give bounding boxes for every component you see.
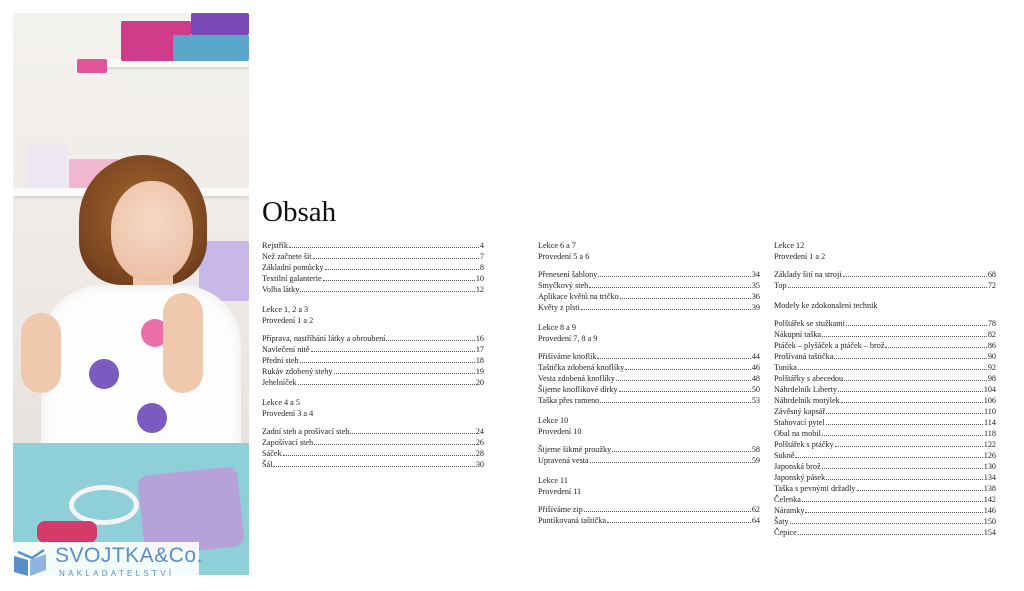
entry-title: Prošívaná taštička [774,352,834,361]
page-number: 28 [475,449,484,458]
dot-leader [826,413,983,414]
section-heading: Lekce 4 a 5 [262,398,300,407]
page-number: 59 [751,456,760,465]
page-number: 39 [751,303,760,312]
page-number: 68 [987,270,996,279]
dot-leader [798,534,983,535]
page-number: 36 [751,292,760,301]
page-number: 46 [751,363,760,372]
page-number: 48 [751,374,760,383]
entry-title: Rejstřík [262,241,288,250]
page-number: 122 [983,440,996,449]
section-heading: Provedení 1 a 2 [774,252,826,261]
entry-title: Šijeme šikmé proužky [538,445,612,454]
entry-title: Šijeme knoflíkové dírky [538,385,618,394]
entry-title: Taška s pevnými držadly [774,484,856,493]
toc-section [774,240,996,291]
dot-leader [620,298,751,299]
toc-entry[interactable] [774,516,996,527]
toc-entry[interactable] [774,483,996,494]
page-number: 16 [475,334,484,343]
toc-entry[interactable] [774,450,996,461]
section-heading: Lekce 10 [538,416,569,425]
entry-title: Rukáv zdobený stehy [262,367,333,376]
page-number: 90 [987,352,996,361]
dot-leader [822,468,983,469]
entry-title: Textilní galanterie [262,274,322,283]
toc-entry[interactable] [774,395,996,406]
section-heading: Provedení 10 [538,427,582,436]
dot-leader [598,276,750,277]
left-hand [21,313,61,393]
page-number: 62 [751,505,760,514]
dot-leader [607,522,751,523]
dot-leader [612,451,751,452]
toc-entry[interactable] [774,340,996,351]
birdhouse [27,143,67,188]
page-number: 72 [987,281,996,290]
entry-title: Navlečení nitě [262,345,310,354]
dot-leader [600,402,751,403]
entry-title: Smyčkový steh [538,281,589,290]
page-number: 50 [751,385,760,394]
toc-entry[interactable] [774,318,996,329]
dot-leader [885,347,986,348]
entry-title: Polštářky s abecedou [774,374,844,383]
page-number: 118 [984,429,996,438]
dot-leader [822,435,983,436]
entry-title: Japonská brož [774,462,821,471]
purple-flower [137,403,167,433]
page-number: 126 [983,451,996,460]
toc-column [774,240,996,547]
entry-title: Šaty [774,517,789,526]
page-number: 10 [475,274,484,283]
page-number: 64 [751,516,760,525]
toc-entry[interactable] [774,494,996,505]
page-number: 130 [983,462,996,471]
entry-title: Přišíváme zip [538,505,583,514]
toc-section [538,475,760,526]
dot-leader [597,358,750,359]
page-number: 154 [983,528,996,537]
dot-leader [857,490,983,491]
entry-title: Zadní steh a prošívací steh [262,427,350,436]
entry-title: Jehelníček [262,378,297,387]
dot-leader [838,391,983,392]
page-number: 17 [475,345,484,354]
section-heading: Lekce 8 a 9 [538,323,576,332]
dot-leader [834,358,986,359]
dot-leader [788,287,987,288]
toc-section [262,397,484,470]
page-number: 82 [987,330,996,339]
toc-entry[interactable] [262,344,484,355]
toc-entry[interactable] [774,269,996,280]
toc-entry[interactable] [774,280,996,291]
dot-leader [386,340,474,341]
entry-title: Čepice [774,528,797,537]
page-number: 150 [983,517,996,526]
dot-leader [846,325,987,326]
page-number: 18 [475,356,484,365]
section-heading: Provedení 11 [538,487,582,496]
entry-title: Ptáček – plyšáček a ptáček – brož [774,341,885,350]
toc-entry[interactable] [262,262,484,273]
toc-entry[interactable] [262,355,484,366]
dot-leader [843,276,987,277]
entry-title: Polštářek s ptáčky [774,440,834,449]
toc-entry[interactable] [262,448,484,459]
entry-title: Upravená vesta [538,456,589,465]
toc-entry[interactable] [774,439,996,450]
dot-leader [313,258,479,259]
entry-title: Obal na mobil [774,429,821,438]
page-number: 30 [475,460,484,469]
dot-leader [581,309,751,310]
section-heading: Provedení 3 a 4 [262,409,314,418]
dot-leader [325,269,479,270]
dot-leader [300,362,475,363]
entry-title: Sáček [262,449,282,458]
dot-leader [802,501,983,502]
page-number: 8 [479,263,484,272]
page-number: 86 [987,341,996,350]
toc-section [262,240,484,295]
publisher-subtitle: NAKLADATELSTVÍ [59,569,175,578]
entry-title: Přenesení šablony [538,270,598,279]
entry-title: Čelenka [774,495,801,504]
entry-title: Volba látky [262,285,300,294]
dot-leader [795,457,982,458]
entry-title: Aplikace květů na tričko [538,292,619,301]
entry-title: Květy z plsti [538,303,580,312]
page-number: 26 [475,438,484,447]
dot-leader [323,280,475,281]
toc-entry[interactable] [262,366,484,377]
dot-leader [298,384,475,385]
dot-leader [790,523,983,524]
dot-leader [283,455,475,456]
entry-title: Základní pomůcky [262,263,324,272]
page-number: 98 [987,374,996,383]
page-number: 110 [984,407,996,416]
entry-title: Tunika [774,363,797,372]
page-number: 138 [983,484,996,493]
section-heading: Provedení 1 a 2 [262,316,314,325]
entry-title: Japonský pásek [774,473,826,482]
entry-title: Náhrdelník motýlek [774,396,840,405]
entry-title: Vesta zdobená knoflíky [538,374,615,383]
dot-leader [616,380,751,381]
pincushion [37,521,97,543]
entry-title: Základy šití na stroji [774,270,842,279]
toc-section [538,415,760,466]
toc-entry[interactable] [538,362,760,373]
toc-entry[interactable] [774,472,996,483]
book-icon [12,548,48,578]
toc-entry[interactable] [774,362,996,373]
dot-leader [625,369,751,370]
page-number: 58 [751,445,760,454]
toc-entry[interactable] [774,417,996,428]
toc-entry[interactable] [774,406,996,417]
toc-entry[interactable] [774,428,996,439]
entry-title: Taštička zdobená knoflíky [538,363,625,372]
toc-entry[interactable] [538,291,760,302]
entry-title: Sukně [774,451,795,460]
section-heading: Lekce 12 [774,241,805,250]
dot-leader [300,291,474,292]
toc-column [262,240,484,479]
page-number: 106 [983,396,996,405]
dot-leader [619,391,751,392]
toc-entry[interactable] [538,444,760,455]
toc-section [774,300,996,538]
page-number: 34 [751,270,760,279]
page-number: 4 [479,241,484,250]
entry-title: Zapošívací steh [262,438,314,447]
entry-title: Nákupní taška [774,330,822,339]
toc-entry[interactable] [262,437,484,448]
entry-title: Šál [262,460,273,469]
measuring-tape [69,485,139,525]
entry-title: Polštářek se stužkami [774,319,845,328]
entry-title: Náramky [774,506,805,515]
face [111,181,193,281]
publisher-name: SVOJTKA&Co. [55,544,203,567]
toc-entry[interactable] [262,240,484,251]
toc-section [538,240,760,313]
purple-box [191,13,249,35]
cover-photo [13,13,249,575]
dot-leader [314,444,475,445]
dot-leader [822,336,987,337]
page-number: 20 [475,378,484,387]
section-heading: Provedení 7, 8 a 9 [538,334,598,343]
thread-spool [77,59,107,73]
dot-leader [289,247,479,248]
dot-leader [826,479,983,480]
page-number: 114 [984,418,996,427]
page-number: 44 [751,352,760,361]
page-number: 19 [475,367,484,376]
blue-box [173,35,249,61]
dot-leader [589,287,751,288]
toc-entry[interactable] [538,373,760,384]
entry-title: Než začnete šít [262,252,312,261]
dot-leader [273,466,474,467]
dot-leader [826,424,983,425]
section-heading: Lekce 6 a 7 [538,241,576,250]
dot-leader [841,402,983,403]
toc-entry[interactable] [262,426,484,437]
entry-title: Taška přes rameno [538,396,600,405]
page-number: 35 [751,281,760,290]
right-hand [163,293,203,393]
toc-entry[interactable] [262,273,484,284]
page-number: 53 [751,396,760,405]
page-number: 92 [987,363,996,372]
toc-entry[interactable] [538,384,760,395]
toc-entry[interactable] [774,384,996,395]
page-number: 78 [987,319,996,328]
toc-entry[interactable] [538,302,760,313]
publisher-logo [7,542,203,583]
dot-leader [844,380,987,381]
toc-section [538,322,760,406]
page-number: 142 [983,495,996,504]
toc-entry[interactable] [262,251,484,262]
toc-entry[interactable] [538,395,760,406]
page-title: Obsah [262,196,337,228]
dot-leader [805,512,982,513]
dot-leader [584,511,751,512]
page-number: 134 [983,473,996,482]
entry-title: Přední steh [262,356,299,365]
toc-entry[interactable] [538,280,760,291]
entry-title: Puntíkovaná taštička [538,516,606,525]
dot-leader [798,369,987,370]
toc-entry[interactable] [538,504,760,515]
page-number: 104 [983,385,996,394]
toc-entry[interactable] [262,459,484,470]
page-number: 7 [479,252,484,261]
toc-entry[interactable] [538,269,760,280]
dot-leader [835,446,983,447]
dot-leader [334,373,475,374]
page-number: 146 [983,506,996,515]
dot-leader [590,462,751,463]
toc-entry[interactable] [538,351,760,362]
toc-entry[interactable] [538,455,760,466]
entry-title: Top [774,281,787,290]
section-heading: Provedení 5 a 6 [538,252,590,261]
page-number: 12 [475,285,484,294]
toc-entry[interactable] [774,461,996,472]
section-heading: Lekce 1, 2 a 3 [262,305,309,314]
entry-title: Přišíváme knoflík [538,352,597,361]
toc-entry[interactable] [774,351,996,362]
entry-title: Závěsný kapsář [774,407,826,416]
toc-section [262,304,484,388]
toc-column [538,240,760,535]
toc-entry[interactable] [774,329,996,340]
toc-entry[interactable] [262,377,484,388]
dot-leader [350,433,475,434]
toc-entry[interactable] [262,284,484,295]
toc-entry[interactable] [774,527,996,538]
page-number: 24 [475,427,484,436]
toc-entry[interactable] [262,333,484,344]
section-heading: Modely ke zdokonalení technik [774,301,878,310]
dot-leader [311,351,475,352]
toc-entry[interactable] [538,515,760,526]
toc-entry[interactable] [774,373,996,384]
purple-flower [89,359,119,389]
entry-title: Stahovací pytel [774,418,825,427]
toc-entry[interactable] [774,505,996,516]
section-heading: Lekce 11 [538,476,568,485]
entry-title: Příprava, nastříhání látky a obroubení [262,334,386,343]
entry-title: Náhrdelník Liberty [774,385,837,394]
